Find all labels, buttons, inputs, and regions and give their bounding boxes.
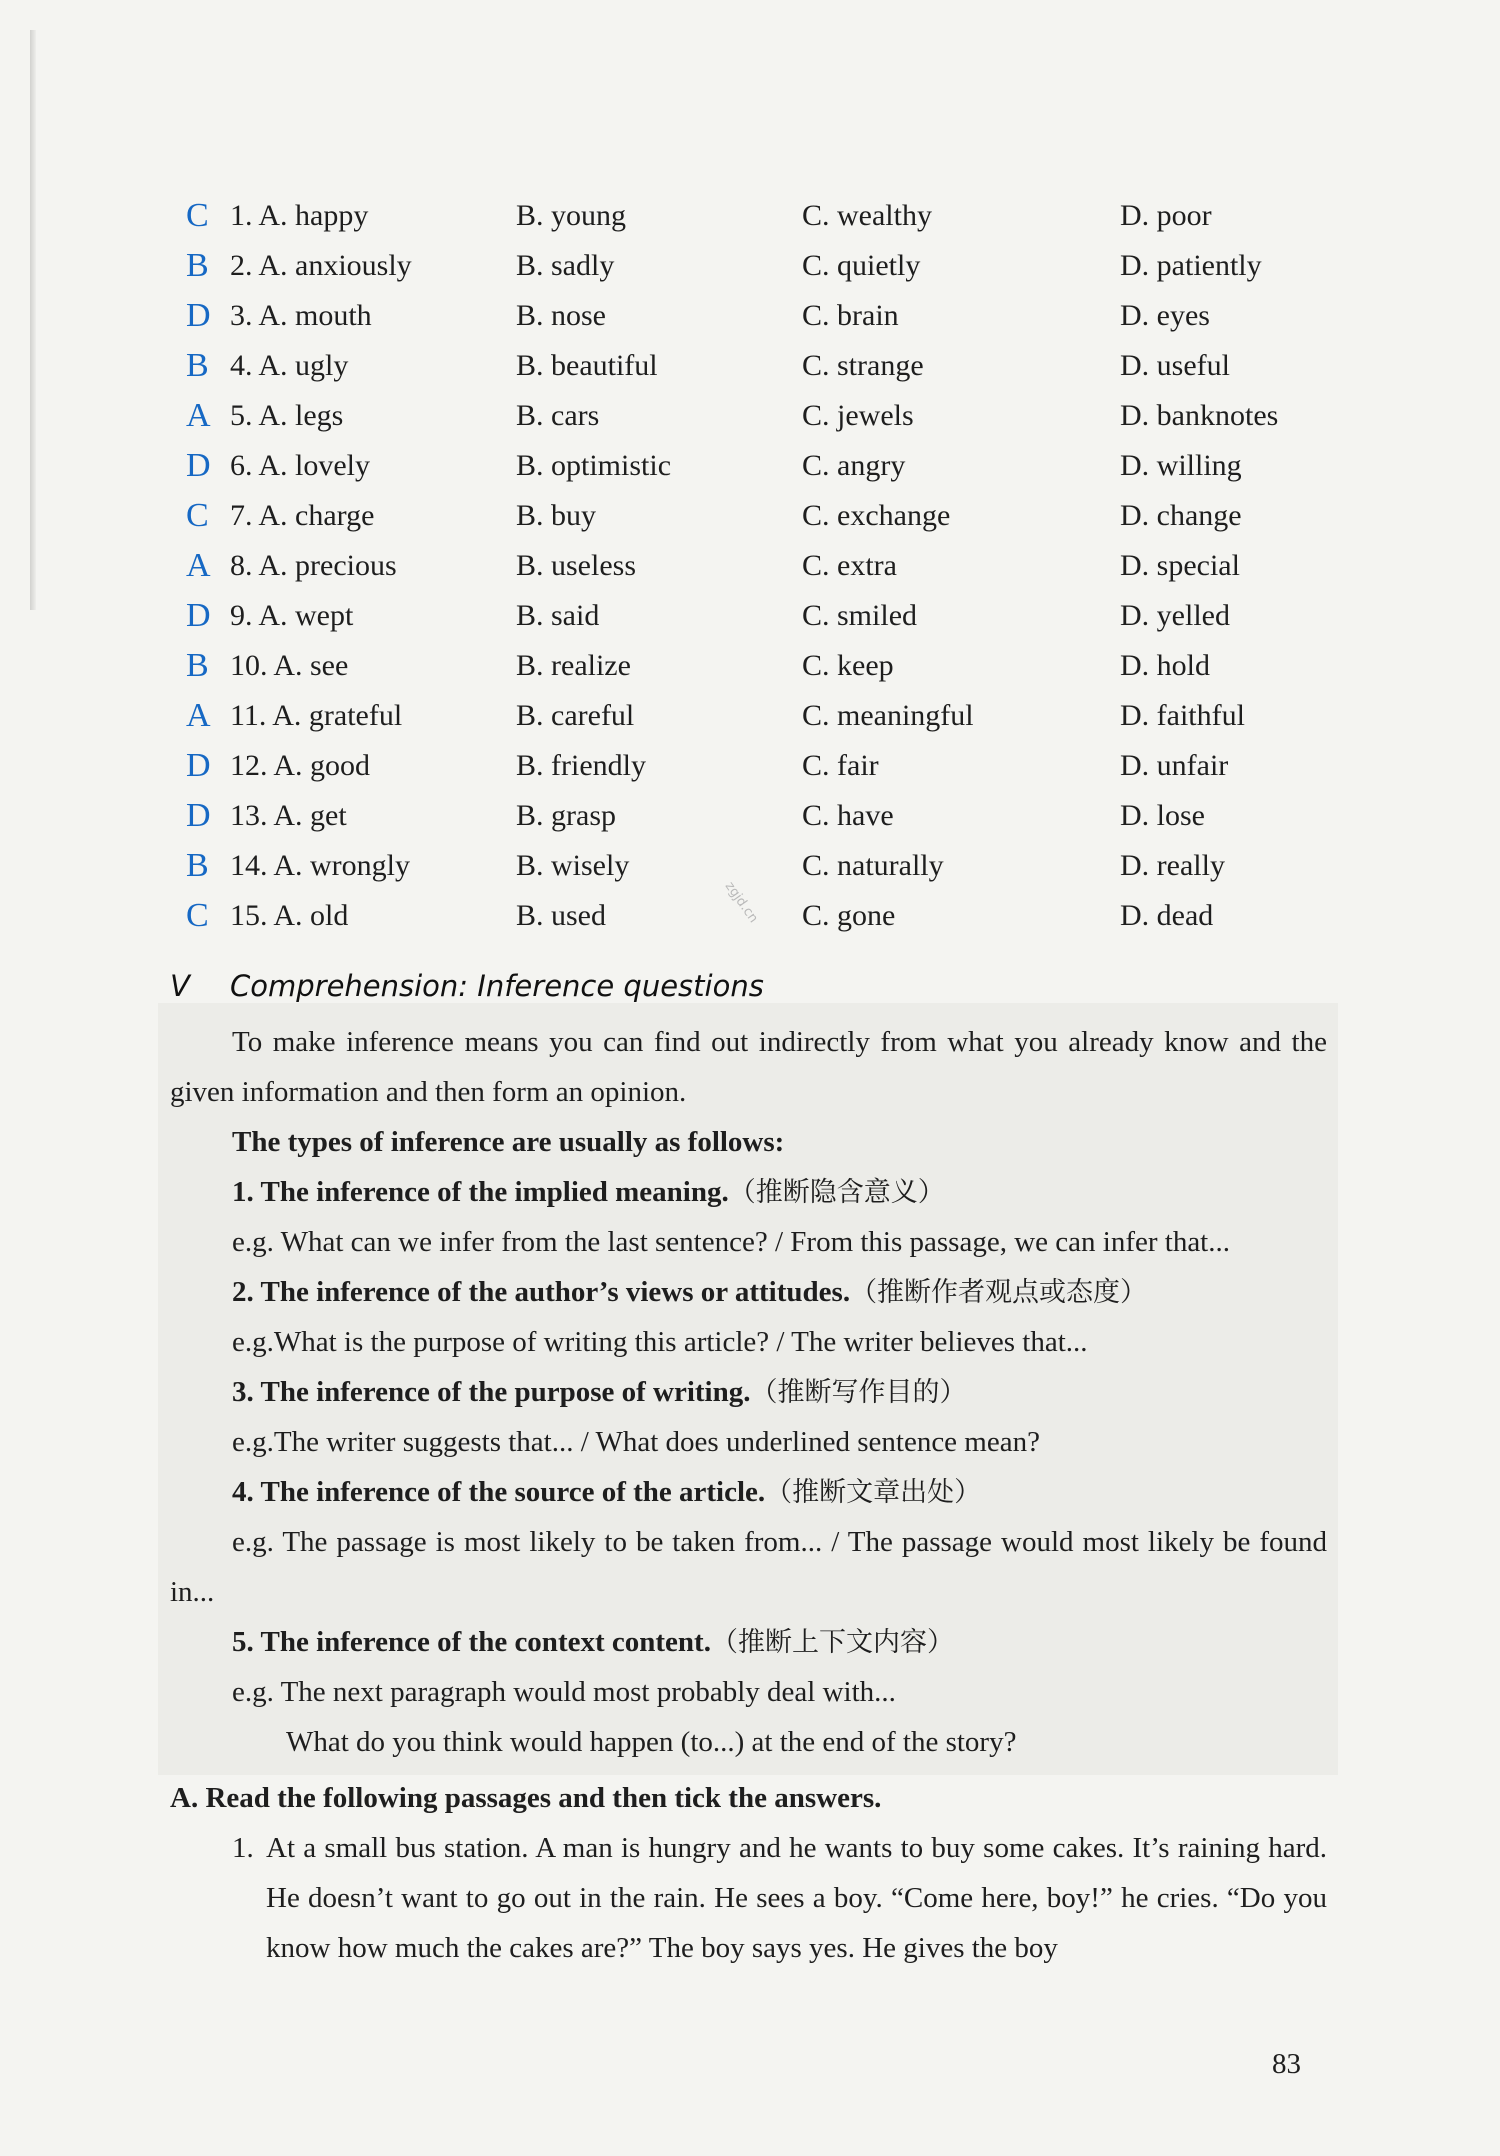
answer-key: B (186, 347, 209, 384)
quiz-row (186, 741, 1336, 791)
option-c: C. fair (802, 749, 879, 782)
option-b: B. cars (516, 399, 600, 432)
option-a: 3. A. mouth (230, 299, 372, 332)
answer-key: C (186, 897, 209, 934)
type-1-title: 1. The inference of the implied meaning. (232, 1176, 729, 1208)
passage-1-number: 1. (232, 1832, 254, 1864)
option-a: 1. A. happy (230, 199, 369, 232)
section-heading (170, 969, 764, 1003)
answer-key: B (186, 847, 209, 884)
quiz-row (186, 341, 1336, 391)
type-1 (232, 1167, 945, 1218)
option-c: C. have (802, 799, 894, 832)
answer-key: D (186, 747, 211, 784)
type-1-example: e.g. What can we infer from the last sentence? / From this passage, we can infer that... (232, 1226, 1230, 1258)
option-b: B. friendly (516, 749, 646, 782)
option-d: D. faithful (1120, 699, 1245, 732)
answer-key: A (186, 397, 211, 434)
option-a: 14. A. wrongly (230, 849, 410, 882)
passage-1 (232, 1823, 1327, 1973)
option-c: C. jewels (802, 399, 914, 432)
option-c: C. quietly (802, 249, 921, 282)
option-a: 15. A. old (230, 899, 349, 932)
option-a: 11. A. grateful (230, 699, 403, 732)
option-c: C. gone (802, 899, 896, 932)
option-d: D. patiently (1120, 249, 1262, 282)
type-5-example-2: What do you think would happen (to...) at the end of the story? (286, 1726, 1017, 1758)
answer-key: C (186, 497, 209, 534)
option-d: D. useful (1120, 349, 1230, 382)
quiz-row (186, 641, 1336, 691)
option-a: 5. A. legs (230, 399, 344, 432)
quiz-row (186, 241, 1336, 291)
option-a: 4. A. ugly (230, 349, 349, 382)
answer-key: D (186, 797, 211, 834)
option-c: C. wealthy (802, 199, 932, 232)
quiz-row (186, 891, 1336, 941)
quiz-row (186, 191, 1336, 241)
option-b: B. realize (516, 649, 631, 682)
intro-paragraph: To make inference means you can find out indirectly from what you already know and the given information and then form an opinion. (170, 1026, 1327, 1108)
option-b: B. grasp (516, 799, 616, 832)
type-3 (232, 1367, 966, 1418)
quiz-row (186, 391, 1336, 441)
option-d: D. poor (1120, 199, 1212, 232)
option-c: C. meaningful (802, 699, 974, 732)
option-b: B. said (516, 599, 600, 632)
quiz-row (186, 491, 1336, 541)
option-c: C. exchange (802, 499, 951, 532)
type-5-title: 5. The inference of the context content. (232, 1626, 711, 1658)
answer-key: B (186, 647, 209, 684)
option-b: B. sadly (516, 249, 615, 282)
watermark: zgjd.cn (721, 879, 761, 926)
option-d: D. willing (1120, 449, 1242, 482)
passage-1-text: At a small bus station. A man is hungry and he wants to buy some cakes. It’s raining hard. He doesn’t want to go out in the rain. He sees a boy. “Come here, boy!” he cries. “Do you know how much the cakes are?” The boy says yes. He gives the boy (266, 1832, 1327, 1964)
quiz-row (186, 841, 1336, 891)
type-4-cn: （推断文章出处） (765, 1477, 982, 1508)
part-a-heading: A. Read the following passages and then tick the answers. (170, 1782, 882, 1814)
type-3-title: 3. The inference of the purpose of writing. (232, 1376, 751, 1408)
option-c: C. brain (802, 299, 899, 332)
answer-key: D (186, 597, 211, 634)
option-c: C. strange (802, 349, 924, 382)
answer-key: D (186, 447, 211, 484)
option-d: D. dead (1120, 899, 1214, 932)
option-c: C. naturally (802, 849, 944, 882)
quiz-row (186, 791, 1336, 841)
option-a: 13. A. get (230, 799, 347, 832)
option-a: 6. A. lovely (230, 449, 370, 482)
option-a: 8. A. precious (230, 549, 397, 582)
answer-key: B (186, 247, 209, 284)
type-2-cn: （推断作者观点或态度） (850, 1277, 1148, 1308)
option-c: C. smiled (802, 599, 918, 632)
type-3-cn: （推断写作目的） (750, 1377, 967, 1408)
option-b: B. careful (516, 699, 635, 732)
scan-margin-line (30, 30, 36, 610)
type-2 (232, 1267, 1147, 1318)
option-a: 2. A. anxiously (230, 249, 412, 282)
option-a: 9. A. wept (230, 599, 354, 632)
option-c: C. angry (802, 449, 906, 482)
option-d: D. change (1120, 499, 1242, 532)
option-b: B. buy (516, 499, 597, 532)
quiz-row (186, 441, 1336, 491)
option-d: D. lose (1120, 799, 1205, 832)
section-title: Comprehension: Inference questions (230, 969, 764, 1003)
type-4-example: e.g. The passage is most likely to be taken from... / The passage would most likely be found in... (170, 1526, 1327, 1608)
answer-key: A (186, 547, 211, 584)
option-d: D. unfair (1120, 749, 1229, 782)
answer-key: D (186, 297, 211, 334)
type-4 (232, 1467, 981, 1518)
answer-key: C (186, 197, 209, 234)
option-b: B. useless (516, 549, 636, 582)
option-d: D. special (1120, 549, 1240, 582)
option-d: D. hold (1120, 649, 1210, 682)
type-5-example: e.g. The next paragraph would most probably deal with... (232, 1676, 896, 1708)
option-a: 7. A. charge (230, 499, 375, 532)
answer-table (186, 191, 1336, 941)
quiz-row (186, 291, 1336, 341)
option-d: D. really (1120, 849, 1225, 882)
option-d: D. eyes (1120, 299, 1210, 332)
answer-key: A (186, 697, 211, 734)
option-b: B. nose (516, 299, 606, 332)
option-b: B. beautiful (516, 349, 658, 382)
option-b: B. young (516, 199, 627, 232)
quiz-row (186, 691, 1336, 741)
option-a: 10. A. see (230, 649, 349, 682)
type-3-example: e.g.The writer suggests that... / What does underlined sentence mean? (232, 1426, 1040, 1458)
option-a: 12. A. good (230, 749, 371, 782)
option-b: B. optimistic (516, 449, 672, 482)
type-2-example: e.g.What is the purpose of writing this article? / The writer believes that... (232, 1326, 1088, 1358)
option-b: B. used (516, 899, 606, 932)
option-b: B. wisely (516, 849, 630, 882)
option-d: D. yelled (1120, 599, 1230, 632)
page-number: 83 (1272, 2048, 1301, 2080)
option-d: D. banknotes (1120, 399, 1279, 432)
type-1-cn: （推断隐含意义） (728, 1177, 945, 1208)
option-c: C. keep (802, 649, 894, 682)
quiz-row (186, 541, 1336, 591)
type-5-cn: （推断上下文内容） (710, 1627, 954, 1658)
quiz-row (186, 591, 1336, 641)
types-heading: The types of inference are usually as follows: (232, 1126, 785, 1158)
type-2-title: 2. The inference of the author’s views or attitudes. (232, 1276, 851, 1308)
type-4-title: 4. The inference of the source of the article. (232, 1476, 766, 1508)
option-c: C. extra (802, 549, 897, 582)
type-5 (232, 1617, 954, 1668)
section-number: V (170, 969, 190, 1003)
